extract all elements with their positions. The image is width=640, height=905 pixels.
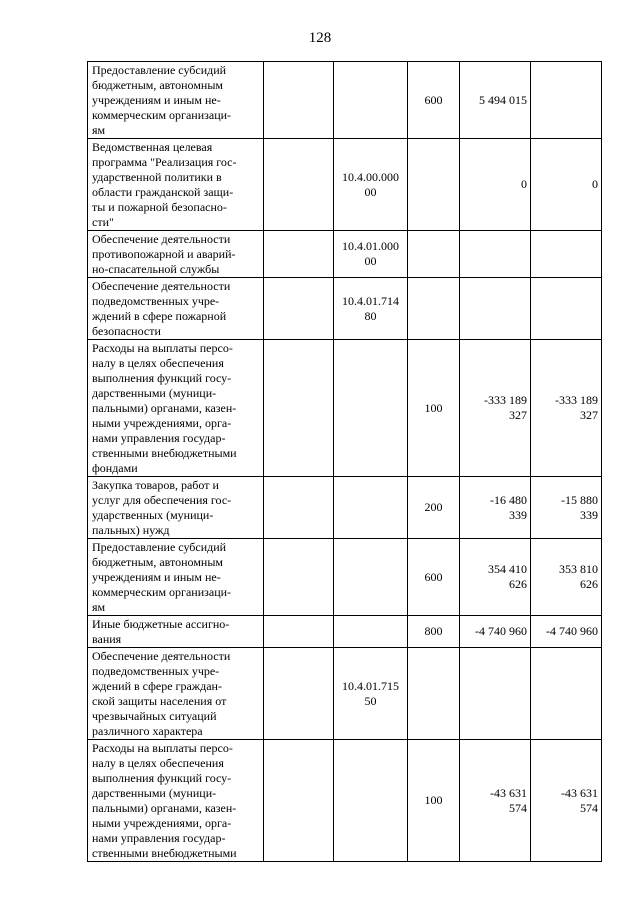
row-sum1: 0 [460,139,531,231]
table-row [88,477,602,539]
row-name: Предоставление субсидий бюджетным, автономным учреждениям и иным не- коммерческим организаци- ям [88,62,264,139]
table-row [88,278,602,340]
row-sum2: -4 740 960 [531,616,602,648]
row-vr: 800 [408,616,460,648]
table-row [88,340,602,477]
row-sum1: -43 631 574 [460,740,531,862]
row-col2 [264,62,334,139]
table-row [88,139,602,231]
row-sum2 [531,648,602,740]
row-sum1 [460,278,531,340]
row-sum1: 354 410 626 [460,539,531,616]
row-col2 [264,648,334,740]
row-code [334,477,408,539]
row-col2 [264,740,334,862]
row-vr: 600 [408,539,460,616]
row-name: Иные бюджетные ассигно- вания [88,616,264,648]
row-col2 [264,231,334,278]
row-vr: 200 [408,477,460,539]
row-code: 10.4.00.000 00 [334,139,408,231]
row-code [334,616,408,648]
row-vr: 600 [408,62,460,139]
row-sum1 [460,231,531,278]
table-row [88,62,602,139]
row-col2 [264,340,334,477]
row-name: Обеспечение деятельности противопожарной и аварий- но-спасательной службы [88,231,264,278]
row-code [334,340,408,477]
table-row [88,740,602,862]
row-sum2 [531,278,602,340]
row-name: Предоставление субсидий бюджетным, автономным учреждениям и иным не- коммерческим организаци- ям [88,539,264,616]
row-vr [408,231,460,278]
row-col2 [264,616,334,648]
row-sum1 [460,648,531,740]
table-row [88,648,602,740]
row-sum1: 5 494 015 [460,62,531,139]
row-sum1: -16 480 339 [460,477,531,539]
row-vr: 100 [408,740,460,862]
row-col2 [264,278,334,340]
row-vr [408,139,460,231]
row-vr [408,648,460,740]
table-row [88,539,602,616]
row-code [334,62,408,139]
row-code [334,740,408,862]
row-sum2: -43 631 574 [531,740,602,862]
row-code: 10.4.01.000 00 [334,231,408,278]
row-sum2: 0 [531,139,602,231]
row-sum1: -4 740 960 [460,616,531,648]
row-name: Расходы на выплаты персо- налу в целях обеспечения выполнения функций госу- дарственными (муници- пальными) органами, казен- ными учреждениями, орга- нами управления государ- ственными внебюджетными [88,740,264,862]
row-name: Закупка товаров, работ и услуг для обеспечения гос- ударственных (муници- пальных) нужд [88,477,264,539]
row-col2 [264,477,334,539]
row-sum2: -15 880 339 [531,477,602,539]
page-number: 128 [308,30,332,46]
row-vr: 100 [408,340,460,477]
row-col2 [264,139,334,231]
row-sum2 [531,62,602,139]
row-sum2 [531,231,602,278]
row-name: Обеспечение деятельности подведомственных учре- ждений в сфере граждан- ской защиты населения от чрезвычайных ситуаций различного характера [88,648,264,740]
row-code: 10.4.01.714 80 [334,278,408,340]
row-name: Ведомственная целевая программа "Реализация гос- ударственной политики в области гражданской защи- ты и пожарной безопасно- сти" [88,139,264,231]
table-row [88,616,602,648]
row-code: 10.4.01.715 50 [334,648,408,740]
row-sum2: -333 189 327 [531,340,602,477]
row-code [334,539,408,616]
row-name: Расходы на выплаты персо- налу в целях обеспечения выполнения функций госу- дарственными (муници- пальными) органами, казен- ными учреждениями, орга- нами управления государ- ственными внебюджетными фондами [88,340,264,477]
budget-table [87,61,602,862]
row-sum2: 353 810 626 [531,539,602,616]
row-sum1: -333 189 327 [460,340,531,477]
row-col2 [264,539,334,616]
table-row [88,231,602,278]
row-vr [408,278,460,340]
row-name: Обеспечение деятельности подведомственных учре- ждений в сфере пожарной безопасности [88,278,264,340]
